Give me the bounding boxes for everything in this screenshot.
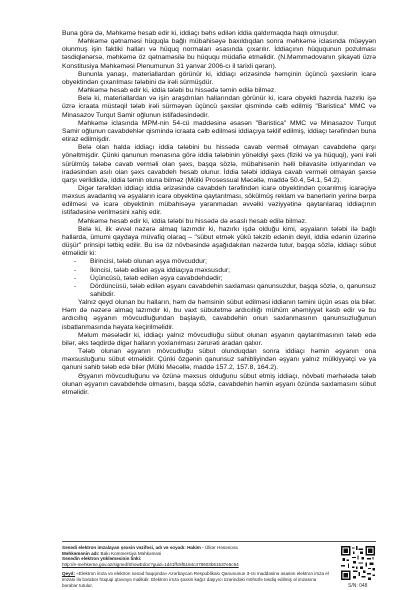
list-item: - Birincisi, tələb olunan əşya mövcuddur; (62, 258, 376, 266)
body-paragraph: Digər tərəfdən iddiaçı iddia ərizəsində cavabdeh tərəfindən icarə obyektindən çıxarılmış icarəçiyə məxsus avadanlıq və əşyaların icarə obyektinə qaytarılması, sökülmüş reklam və banerlərin yerinə bərpa edilməsi və icarə obyektinin mübahisəyə yaranmadan əvvəlki vəziyyətinə qaytarılaraq iddiaçının istifadəsinə verilməsini xahiş edir. (62, 184, 376, 217)
note-label: Qeyd: (62, 571, 76, 577)
link-label: Sənədin elektron yükləməsinin linki: (62, 556, 142, 562)
body-paragraph: Yalnız qeyd olunan bu halların, həm də həmsinin sübut edilməsi iddianın təmini üçün əsas ola bilər. Həm də nəzərə almaq lazımdır ki, bu vaxt sübutetmə ardıcıllığı mühüm əhəmiyyət kəsb edir və bu ardıcıllıq əşyanın mövcudluğundan başlayıb, cavabdehin onun saxlanmasının qanunsuzluğunun isbatlanmasında həyata keçirilməlidir. (62, 299, 376, 331)
list-item: - Üçüncüsü, tələb edilən əşya cavabdehdədir; (62, 275, 376, 283)
body-paragraph: Buna görə də, Məhkəmə hesab edir ki, iddiaçı bəhs edilən iddia qaldırmaqda haqlı olmuşdur. (62, 30, 339, 37)
body-paragraph: Məhkəmə hesab edir ki, iddia tələbi bu hissədə təmin edilə bilməz. (78, 87, 277, 95)
list-item: - Dördüncüsü, tələb edilən əşyanı cavabdehin saxlaması qanunsuzdur, başqa sözlə, o, qanunsuz sahibdir. (62, 283, 376, 299)
signer-label: Sənədi elektron imzalayan şəxsin vəzifəsi, adı və soyadı: Hakim - (62, 545, 205, 550)
body-paragraph: Məhkəmə hesab edir ki, iddia tələbi bu hissədə də əsaslı hesab edilə bilməz. (78, 217, 307, 225)
body-paragraph: Əşyanın mövcudluğunu və özünə məxsus olduğunu sübut etmiş iddiaçı, növbəti mərhələdə tələb olunan əşyanın cavabdehdə olmasını, başqa sözlə, cavabdehin həmin əşyanı özündə saxlamasını sübut etməlidir. (62, 372, 376, 396)
requirements-list (62, 258, 376, 299)
body-paragraph: Məhkəmə iclasında MPM-nin 54-cü maddəsinə əsasən "Baristica" MMC və Minasazov Turqut Samir oğlunun cavabdehlər qismində icraata cəlb edilməsi iddiaçıya təklif edilmiş, iddiaçı tərəfindən buna etiraz edilmişdir. (62, 119, 376, 144)
body-paragraph: Tələb olunan əşyanın mövcudluğu sübut olunduqdan sonra iddiaçı həmin əşyanın ona məxsusluğunu sübut etməlidir. Çünki özgənin qanunsuz sahibliyindən əşyanı yalnız mülkiyyətçi və ya qanuni sahib tələb edə bilər (Mülki Məcəllə, maddə 157.2, 157.8, 164.2). (62, 348, 376, 372)
body-paragraph: Belə ki, ilk əvvəl nəzərə almaq lazımdır ki, hazırkı işdə olduğu kimi, əşyaların tələbi ilə bağlı hallarda, ümumi qaydaya müvafiq olaraq – "sübut etmək yükü təkzib edənin deyil, iddia edənin üzərinə düşür" prinsipi tətbiq edilir. Bu isə öz növbəsində aşağıdakıları nəzərdə tutur, başqa sözlə, iddiaçı sübut etməlidir ki: (62, 225, 376, 258)
body-paragraph: Belə ki, materiallardan və işin araşdırılan hallarından görünür ki, icarə obyekti hazırda hazırkı işə üzrə icraata müstəqil tələb irəli sürməyən üçüncü şəxslər qismində cəlb edilmiş "Baristica" MMC və Minasazov Turqut Samir oğlunun istifadəsindədir. (62, 95, 376, 119)
body-paragraph: Bununla yanaşı, materiallardan görünür ki, iddiaçı ərizəsində həmçinin üçüncü şəxslərin icarə obyektindən çıxarılması tələbini də irəli sürmüşdür. (62, 70, 376, 86)
body-paragraph: Belə olan halda iddiaçı iddia tələbini bu hissədə cavab verməli olmayan cavabdehə qarşı yönəltmişdir. Çünki qanunun mənasına görə iddia tələbinin yönəldiyi şəxs (fiziki və ya hüquqi), yəni irəli sürülmüş tələbə cavab verməli olan şəxs, başqa sözlə, mübahisənin həlli bilavasitə ixtiyarından və iradəsindən asılı olan şəxs cavabdeh hesab olunur. İddia tələbi iddiaya cavab verməli olmayan şəxsə qarşı verildikdə, iddia təmin oluna bilməz (Mülki Prosessual Məcəllə, maddə 50.4, 54.1, 54.2). (62, 144, 376, 184)
court-name: Bakı Kommersiya Məhkəməsi (100, 550, 162, 556)
note-text: «Elektron imza və elektron sənəd haqqında» Azərbaycan Respublikası Qanununun 3-cü maddəsinə əsasən elektron imza el imzası ilə bərabər hüquqi qüvvəyə malikdir. Elektron imza şəxsin kağız daşıyıcı üzərindəki möhürlə təsdiq edilmiş əl imzasına bərabər tutulur. (62, 571, 329, 588)
body-paragraph: Məhkəmə qətnaməsi hüquqla bağlı mübahisəyə baxıldıqdan sonra məhkəmə iclasında müəyyən olunmuş işin faktiki halları və hüquq normaları əsasında çıxarılır. İddiaçının hüququnun pozulması təsdiqlənərsə, məhkəmə öz qətnaməsilə bu hüququ müdafiə etməlidir. (N.Məmmədovanın şikayəti üzrə Konstitusiya Məhkəməsi Plenumunun 31 yanvar 2006-cı il tarixli qərarı). (62, 38, 376, 70)
qr-code-icon[interactable] (341, 546, 375, 580)
legal-note (62, 571, 332, 588)
footer-divider (62, 541, 376, 542)
body-paragraph: Məlum məsələdir ki, iddiaçı yalnız mövcudluğu sübut olunan əşyanın qaytarılmasının tələb edə bilər, əks təqdirdə digər halların yoxlanılması zərurəti aradan qalxır. (62, 331, 376, 347)
signer-name: Ülkər Həsənova (204, 545, 238, 550)
signature-footer (62, 545, 332, 588)
court-label: Məhkəmənin adı: (62, 550, 101, 556)
list-item: - İkincisi, tələb edilən əşya iddiaçıya məxsusdur; (62, 267, 376, 275)
serial-number: S/N: 048 (348, 583, 368, 589)
document-link[interactable]: http://e-mehkeme.gov.az/signed/ShowEdoc?guid=1d41ffc5f5164c478603b61537e5c54 (62, 561, 239, 567)
document-body (62, 30, 376, 397)
